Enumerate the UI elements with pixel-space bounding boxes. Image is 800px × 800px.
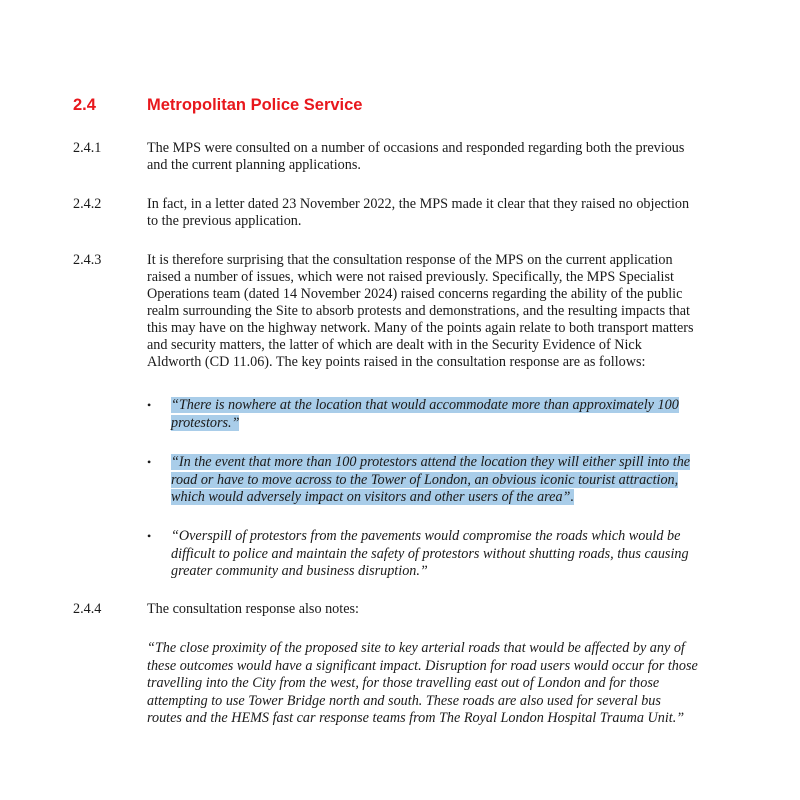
text-line: In fact, in a letter dated 23 November 2022, the MPS made it clear that they raised no objection [147,196,690,212]
paragraph-text [147,252,747,371]
bullet-text [171,454,741,507]
bullet-icon: • [147,455,152,469]
paragraph-text [147,140,747,174]
highlighted-text: “In the event that more than 100 protestors attend the location they will either spill into the [171,454,691,470]
highlighted-text: road or have to move across to the Tower of London, an obvious iconic tourist attraction, [171,471,679,488]
bullet-icon: • [147,398,152,412]
highlighted-text: protestors.” [171,414,240,431]
text-line: and security matters, the latter of which are dealt with in the Security Evidence of Nick [147,337,642,353]
highlighted-text: which would adversely impact on visitors and other users of the area”. [171,489,574,505]
text-line: greater community and business disruption.” [171,563,428,579]
paragraph-number: 2.4.1 [73,140,102,156]
text-line: “The close proximity of the proposed site to key arterial roads that would be affected by any of [147,640,685,656]
text-line [171,489,741,507]
text-line: these outcomes would have a significant impact. Disruption for road users would occur for those [147,657,698,674]
block-quote [147,640,767,728]
bullet-text [171,397,741,432]
text-line [171,454,741,472]
text-line [171,472,741,490]
text-line: Aldworth (CD 11.06). The key points raised in the consultation response are as follows: [147,354,646,370]
paragraph-text [147,196,747,230]
section-number: 2.4 [73,96,96,114]
text-line: It is therefore surprising that the consultation response of the MPS on the current application [147,252,673,268]
bullet-text [171,528,741,581]
text-line: difficult to police and maintain the safety of protestors without shutting roads, thus causing [171,545,689,562]
bullet-icon: • [147,529,152,543]
text-line [171,415,741,433]
text-line: raised a number of issues, which were not raised previously. Specifically, the MPS Specialist [147,269,674,285]
text-line: The MPS were consulted on a number of occasions and responded regarding both the previous [147,140,685,156]
text-line: routes and the HEMS fast car response teams from The Royal London Hospital Trauma Unit.” [147,710,685,726]
highlighted-text: “There is nowhere at the location that would accommodate more than approximately 100 [171,397,679,413]
section-title: Metropolitan Police Service [147,96,363,114]
text-line [171,397,741,415]
text-line: to the previous application. [147,213,302,229]
text-line: Operations team (dated 14 November 2024) raised concerns regarding the ability of the public [147,286,683,302]
section-heading [73,96,773,126]
text-line: The consultation response also notes: [147,601,359,617]
text-line: “Overspill of protestors from the pavements would compromise the roads which would be [171,528,681,544]
paragraph-text [147,601,747,618]
text-line: this may have on the highway network. Many of the points again relate to both transport matters [147,320,694,336]
text-line: attempting to use Tower Bridge north and south. These roads are also used for several bus [147,692,661,709]
paragraph-number: 2.4.4 [73,601,102,617]
text-line: realm surrounding the Site to absorb protests and demonstrations, and the resulting impacts that [147,303,690,319]
text-line: travelling into the City from the west, for those travelling east out of London and for those [147,675,660,691]
paragraph-number: 2.4.3 [73,252,102,268]
text-line: and the current planning applications. [147,157,361,173]
paragraph-number: 2.4.2 [73,196,102,212]
